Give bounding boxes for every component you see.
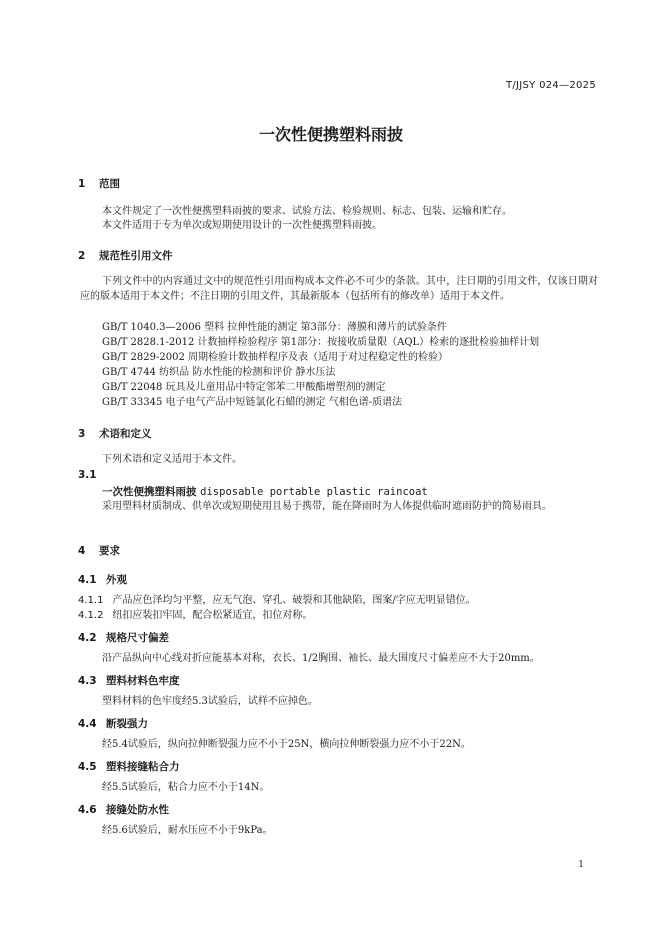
document-number: T/JJSY 024—2025 [505,80,596,91]
subsection-title: 接缝处防水性 [106,804,169,816]
subsection-heading-seam-adhesion [78,759,180,774]
subsection-title: 塑料材料色牢度 [106,675,180,687]
clause-4-5-text: 经5.5试验后，粘合力应不小于14N。 [102,782,270,793]
subsection-number: 4.5 [78,761,97,773]
terms-intro: 下列术语和定义适用于本文件。 [102,454,242,465]
ref-item: GB/T 2828.1-2012 计数抽样检验程序 第1部分：按接收质量限（AQL）检索的逐批检验抽样计划 [102,337,540,348]
clause-4-6-text: 经5.6试验后，耐水压应不小于9kPa。 [102,825,273,836]
clause-4-2-text: 沿产品纵向中心线对折应能基本对称，衣长、1/2胸围、袖长、最大围度尺寸偏差应不大于20mm。 [102,653,540,664]
term-english: disposable portable plastic raincoat [200,486,428,498]
subsection-title: 塑料接缝粘合力 [106,761,180,773]
refs-intro-paragraph: 下列文件中的内容通过文中的规范性引用而构成本文件必不可少的条款。其中，注日期的引用文件，仅该日期对应的版本适用于本文件；不注日期的引用文件，其最新版本（包括所有的修改单）适用于本文件。 [80,276,598,302]
section-number: 2 [78,250,86,262]
subsection-heading-seam-waterproof [78,802,169,817]
clause-4-1-2 [78,608,312,623]
scope-paragraph-1: 本文件规定了一次性便携塑料雨披的要求、试验方法、检验规则、标志、包装、运输和贮存。 [102,206,512,217]
scope-paragraph-2: 本文件适用于专为单次或短期使用设计的一次性便携塑料雨披。 [102,220,382,231]
subsection-title: 规格尺寸偏差 [106,632,169,644]
subsection-number: 4.4 [78,718,97,730]
clause-4-1-1 [78,593,476,608]
clause-number: 4.1.2 [78,610,104,621]
ref-item: GB/T 2829-2002 周期检验计数抽样程序及表（适用于对过程稳定性的检验） [102,352,449,363]
term-definition: 采用塑料材质制成、供单次或短期使用且易于携带，能在降雨时为人体提供临时遮雨防护的简易雨具。 [102,501,552,512]
subsection-number: 4.1 [78,574,97,586]
ref-item: GB/T 22048 玩具及儿童用品中特定邻苯二甲酸酯增塑剂的测定 [102,382,386,393]
section-title: 术语和定义 [99,428,152,440]
subsection-heading-size-deviation [78,630,169,645]
section-heading-terms [78,426,152,441]
section-title: 范围 [99,178,120,190]
subsection-number: 4.3 [78,675,97,687]
term-number: 3.1 [78,469,97,481]
subsection-number: 4.6 [78,804,97,816]
section-title: 要求 [99,545,120,557]
subsection-heading-breaking-strength [78,716,148,731]
clause-number: 4.1.1 [78,595,104,606]
subsection-heading-appearance [78,572,127,587]
ref-item: GB/T 4744 纺织品 防水性能的检测和评价 静水压法 [102,367,336,378]
section-title: 规范性引用文件 [99,250,173,262]
section-heading-refs [78,248,173,263]
term-heading [102,484,428,499]
page-number: 1 [578,860,584,870]
document-title: 一次性便携塑料雨披 [258,125,403,144]
section-number: 4 [78,545,86,557]
ref-item: GB/T 1040.3—2006 塑料 拉伸性能的测定 第3部分：薄膜和薄片的试验条件 [102,322,447,333]
subsection-number: 4.2 [78,632,97,644]
clause-text: 产品应色泽均匀平整，应无气泡、穿孔、破裂和其他缺陷，图案/字应无明显错位。 [112,595,476,606]
clause-text: 纽扣应装扣牢固，配合松紧适宜，扣位对称。 [112,610,313,621]
section-heading-scope [78,176,120,191]
section-heading-requirements [78,543,120,558]
subsection-title: 断裂强力 [106,718,148,730]
clause-4-4-text: 经5.4试验后，纵向拉伸断裂强力应不小于25N，横向拉伸断裂强力应不小于22N。 [102,739,471,750]
ref-item: GB/T 33345 电子电气产品中短链氯化石蜡的测定 气相色谱-质谱法 [102,397,403,408]
clause-4-3-text: 塑料材料的色牢度经5.3试验后，试样不应掉色。 [102,696,318,707]
term-chinese: 一次性便携塑料雨披 [102,486,197,498]
section-number: 3 [78,428,86,440]
section-number: 1 [78,178,86,190]
subsection-heading-color-fastness [78,673,180,688]
subsection-title: 外观 [106,574,127,586]
